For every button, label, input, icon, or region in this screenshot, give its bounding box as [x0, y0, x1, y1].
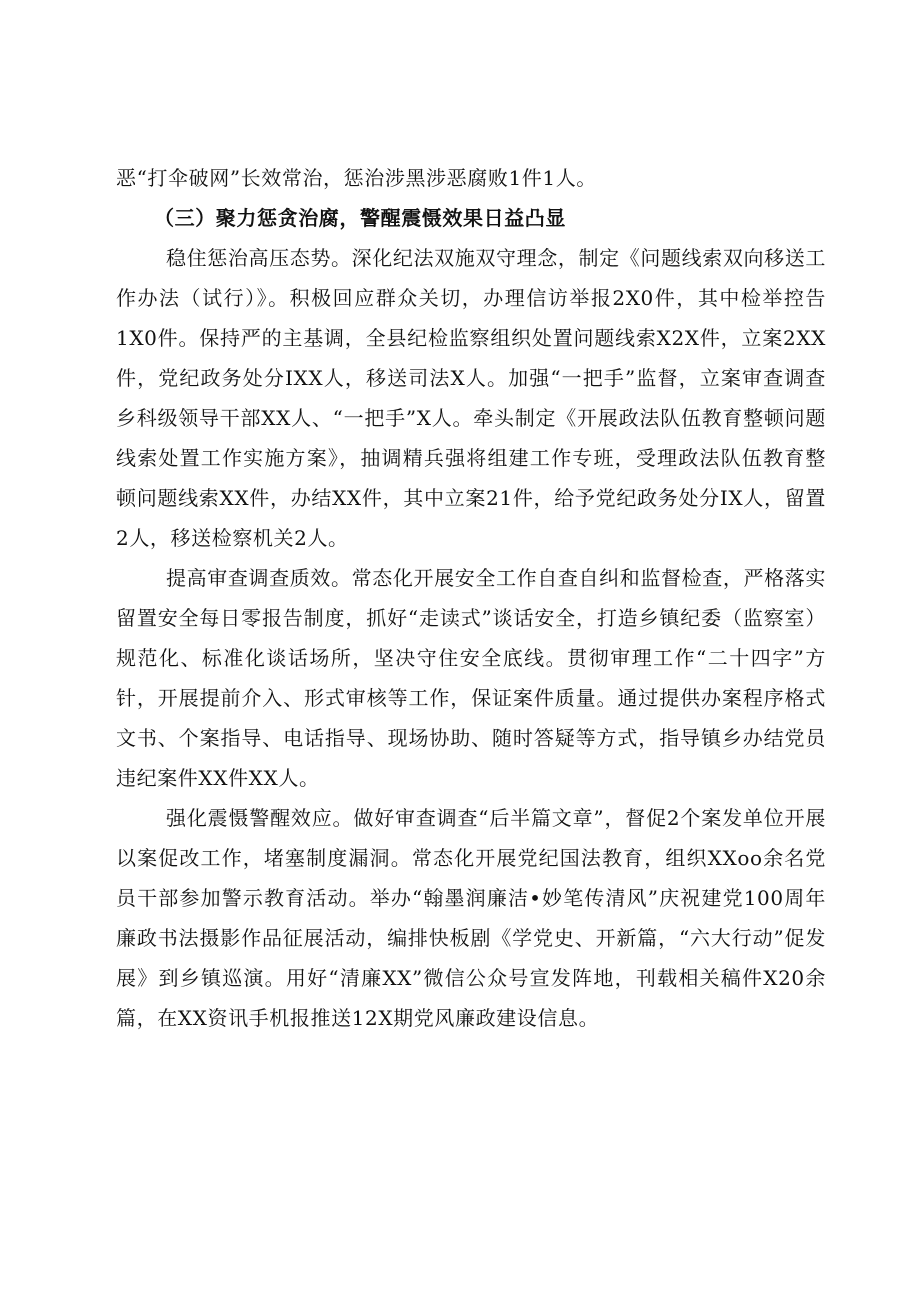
section-heading: （三）聚力惩贪治腐，警醒震慑效果日益凸显 — [154, 206, 566, 230]
document-body — [116, 158, 826, 1038]
paragraph-investigation-quality: 提高审查调查质效。常态化开展安全工作自查自纠和监督检查，严格落实留置安全每日零报告制度，抓好“走读式”谈话安全，打造乡镇纪委（监察室）规范化、标准化谈话场所，坚决守住安全底线。贯彻审理工作“二十四字”方针，开展提前介入、形式审核等工作，保证案件质量。通过提供办案程序格式文书、个案指导、电话指导、现场协助、随时答疑等方式，指导镇乡办结党员违纪案件XX件XX人。 — [116, 566, 826, 790]
paragraph-deterrence-effect: 强化震慑警醒效应。做好审查调查“后半篇文章”，督促2个案发单位开展以案促改工作，堵塞制度漏洞。常态化开展党纪国法教育，组织XXoo余名党员干部参加警示教育活动。举办“翰墨润廉洁•妙笔传清风”庆祝建党100周年廉政书法摄影作品征展活动，编排快板剧《学党史、开新篇，“六大行动”促发展》到乡镇巡演。用好“清廉XX”微信公众号宣发阵地，刊载相关稿件X20余篇，在XX资讯手机报推送12X期党风廉政建设信息。 — [116, 806, 826, 1030]
continuation-line: 恶“打伞破网”长效常治，惩治涉黑涉恶腐败1件1人。 — [116, 166, 597, 190]
paragraph-strict-punishment: 稳住惩治高压态势。深化纪法双施双守理念，制定《问题线索双向移送工作办法（试行）》。积极回应群众关切，办理信访举报2X0件，其中检举控告1X0件。保持严的主基调，全县纪检监察组织处置问题线索X2X件，立案2XX件，党纪政务处分IXX人，移送司法X人。加强“一把手”监督，立案审查调查乡科级领导干部XX人、“一把手”X人。牵头制定《开展政法队伍教育整顿问题线索处置工作实施方案》，抽调精兵强将组建工作专班，受理政法队伍教育整顿问题线索XX件，办结XX件，其中立案21件，给予党纪政务处分IX人，留置2人，移送检察机关2人。 — [116, 246, 826, 550]
